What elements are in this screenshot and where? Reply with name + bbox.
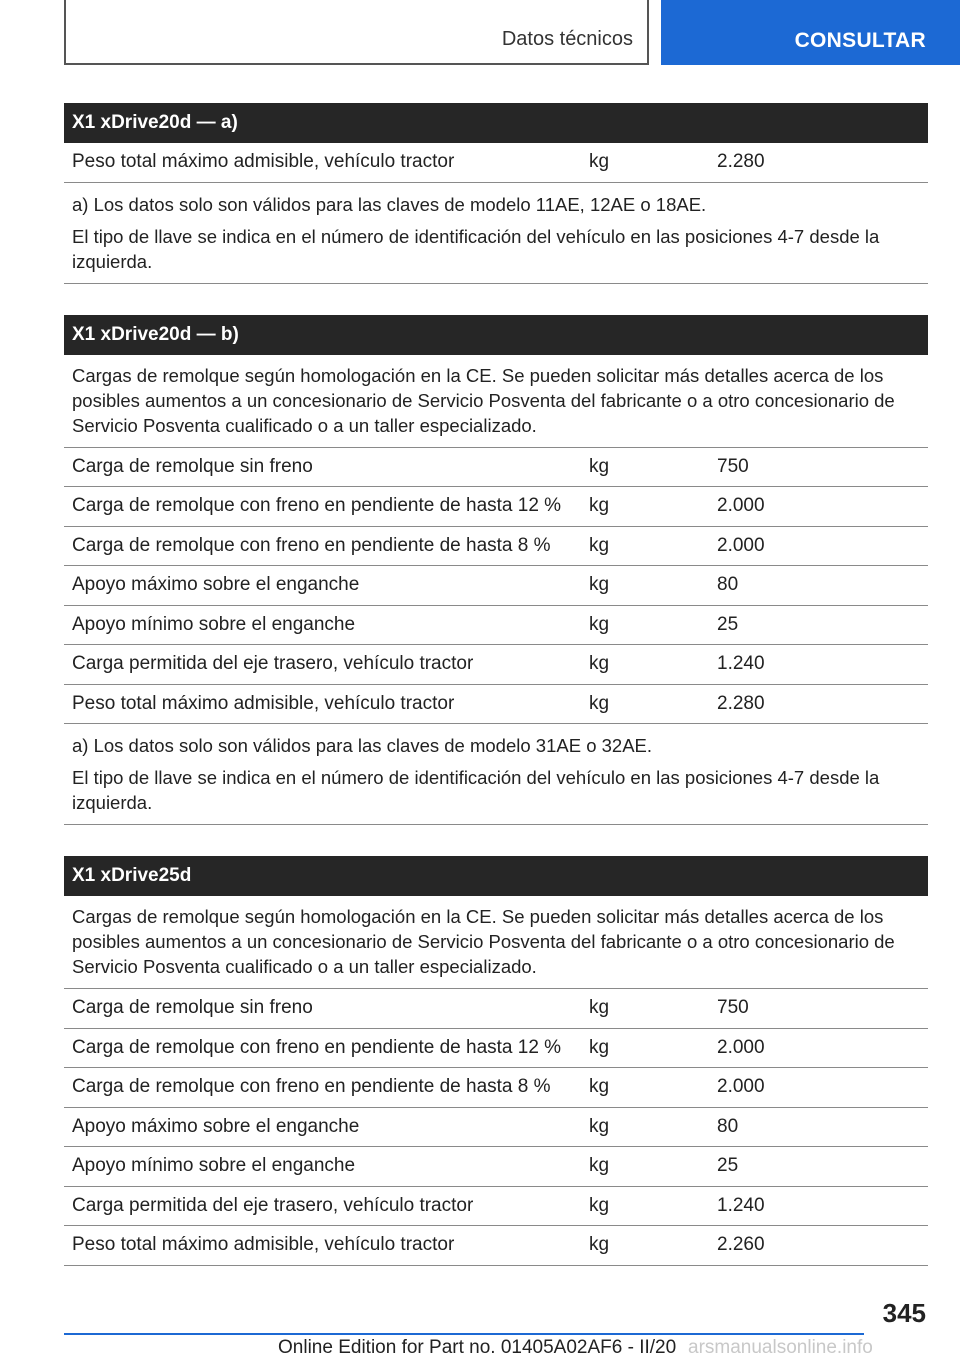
table-row xyxy=(64,527,928,567)
consultar-button[interactable] xyxy=(661,0,960,65)
table-row xyxy=(64,1108,928,1148)
row-value: 2.000 xyxy=(717,495,765,517)
table-row xyxy=(64,645,928,685)
row-label: Carga permitida del eje trasero, vehículo tractor xyxy=(72,653,474,675)
row-value: 2.280 xyxy=(717,151,765,173)
spec-table xyxy=(64,315,928,826)
row-value: 2.000 xyxy=(717,1036,765,1058)
table-row xyxy=(64,606,928,646)
table-row xyxy=(64,685,928,725)
row-value: 2.280 xyxy=(717,692,765,714)
footnote: El tipo de llave se indica en el número de identificación del vehículo en las posiciones 4-7 desde la izquierda. xyxy=(72,225,880,272)
row-unit: kg xyxy=(589,1076,610,1098)
footer-divider xyxy=(64,1333,864,1335)
row-label: Apoyo mínimo sobre el enganche xyxy=(72,613,356,635)
row-value: 25 xyxy=(717,613,739,635)
row-value: 750 xyxy=(717,455,749,477)
table-row xyxy=(64,1226,928,1266)
row-unit: kg xyxy=(589,151,610,173)
table-row xyxy=(64,448,928,488)
row-label: Apoyo mínimo sobre el enganche xyxy=(72,1155,356,1177)
section-tab[interactable] xyxy=(64,0,649,65)
row-label: Peso total máximo admisible, vehículo tractor xyxy=(72,692,455,714)
table-row xyxy=(64,1147,928,1187)
footnote: a) Los datos solo son válidos para las claves de modelo 11AE, 12AE o 18AE. xyxy=(72,193,707,215)
row-unit: kg xyxy=(589,455,610,477)
spec-table xyxy=(64,856,928,1266)
row-label: Peso total máximo admisible, vehículo tractor xyxy=(72,1234,455,1256)
row-label: Carga de remolque con freno en pendiente de hasta 12 % xyxy=(72,1036,562,1058)
table-row xyxy=(64,1068,928,1108)
row-value: 1.240 xyxy=(717,653,765,675)
row-label: Apoyo máximo sobre el enganche xyxy=(72,574,360,596)
table-row xyxy=(64,1029,928,1069)
row-value: 80 xyxy=(717,1115,739,1137)
page-header xyxy=(0,0,960,66)
row-label: Carga permitida del eje trasero, vehículo tractor xyxy=(72,1194,474,1216)
footnote: El tipo de llave se indica en el número de identificación del vehículo en las posiciones 4-7 desde la izquierda. xyxy=(72,767,880,813)
row-unit: kg xyxy=(589,574,610,596)
table-intro: Cargas de remolque según homologación en la CE. Se pueden solicitar más detalles acerca de los posibles aumentos a un concesionario de Servicio Posventa del fabricante o a otro concesionario de Servicio Posventa cualificado o a un taller especializado. xyxy=(64,355,928,448)
consultar-button-label: CONSULTAR xyxy=(794,29,926,52)
watermark: arsmanualsonline.info xyxy=(688,1337,873,1358)
table-notes xyxy=(64,183,928,284)
row-unit: kg xyxy=(589,1194,610,1216)
row-label: Carga de remolque con freno en pendiente de hasta 12 % xyxy=(72,495,562,517)
table-title: X1 xDrive20d — b) xyxy=(64,315,928,355)
row-value: 80 xyxy=(717,574,739,596)
footnote: a) Los datos solo son válidos para las claves de modelo 31AE o 32AE. xyxy=(72,735,653,756)
row-unit: kg xyxy=(589,1036,610,1058)
row-unit: kg xyxy=(589,613,610,635)
row-unit: kg xyxy=(589,1234,610,1256)
row-value: 2.000 xyxy=(717,1076,765,1098)
spec-table xyxy=(64,103,928,284)
row-value: 2.000 xyxy=(717,534,765,556)
edition-text: Online Edition for Part no. 01405A02AF6 - II/20 xyxy=(278,1337,677,1358)
table-row xyxy=(64,566,928,606)
row-label: Peso total máximo admisible, vehículo tractor xyxy=(72,151,455,173)
table-row xyxy=(64,487,928,527)
row-label: Carga de remolque con freno en pendiente de hasta 8 % xyxy=(72,1076,551,1098)
row-value: 25 xyxy=(717,1155,739,1177)
row-unit: kg xyxy=(589,653,610,675)
row-label: Apoyo máximo sobre el enganche xyxy=(72,1115,360,1137)
row-label: Carga de remolque sin freno xyxy=(72,997,313,1019)
table-title: X1 xDrive25d xyxy=(64,856,928,896)
row-unit: kg xyxy=(589,495,610,517)
section-tab-label: Datos técnicos xyxy=(501,28,633,50)
row-value: 750 xyxy=(717,997,749,1019)
table-intro: Cargas de remolque según homologación en la CE. Se pueden solicitar más detalles acerca de los posibles aumentos a un concesionario de Servicio Posventa del fabricante o a otro concesionario de Servicio Posventa cualificado o a un taller especializado. xyxy=(64,896,928,989)
table-notes xyxy=(64,724,928,825)
content xyxy=(64,103,928,1297)
row-unit: kg xyxy=(589,534,610,556)
row-label: Carga de remolque con freno en pendiente de hasta 8 % xyxy=(72,534,551,556)
row-unit: kg xyxy=(589,997,610,1019)
table-row xyxy=(64,989,928,1029)
row-unit: kg xyxy=(589,692,610,714)
table-title: X1 xDrive20d — a) xyxy=(64,103,928,143)
table-row xyxy=(64,1187,928,1227)
row-value: 1.240 xyxy=(717,1194,765,1216)
row-unit: kg xyxy=(589,1155,610,1177)
row-value: 2.260 xyxy=(717,1234,765,1256)
page-number: 345 xyxy=(882,1298,926,1328)
row-unit: kg xyxy=(589,1115,610,1137)
table-row xyxy=(64,143,928,183)
row-label: Carga de remolque sin freno xyxy=(72,455,313,477)
